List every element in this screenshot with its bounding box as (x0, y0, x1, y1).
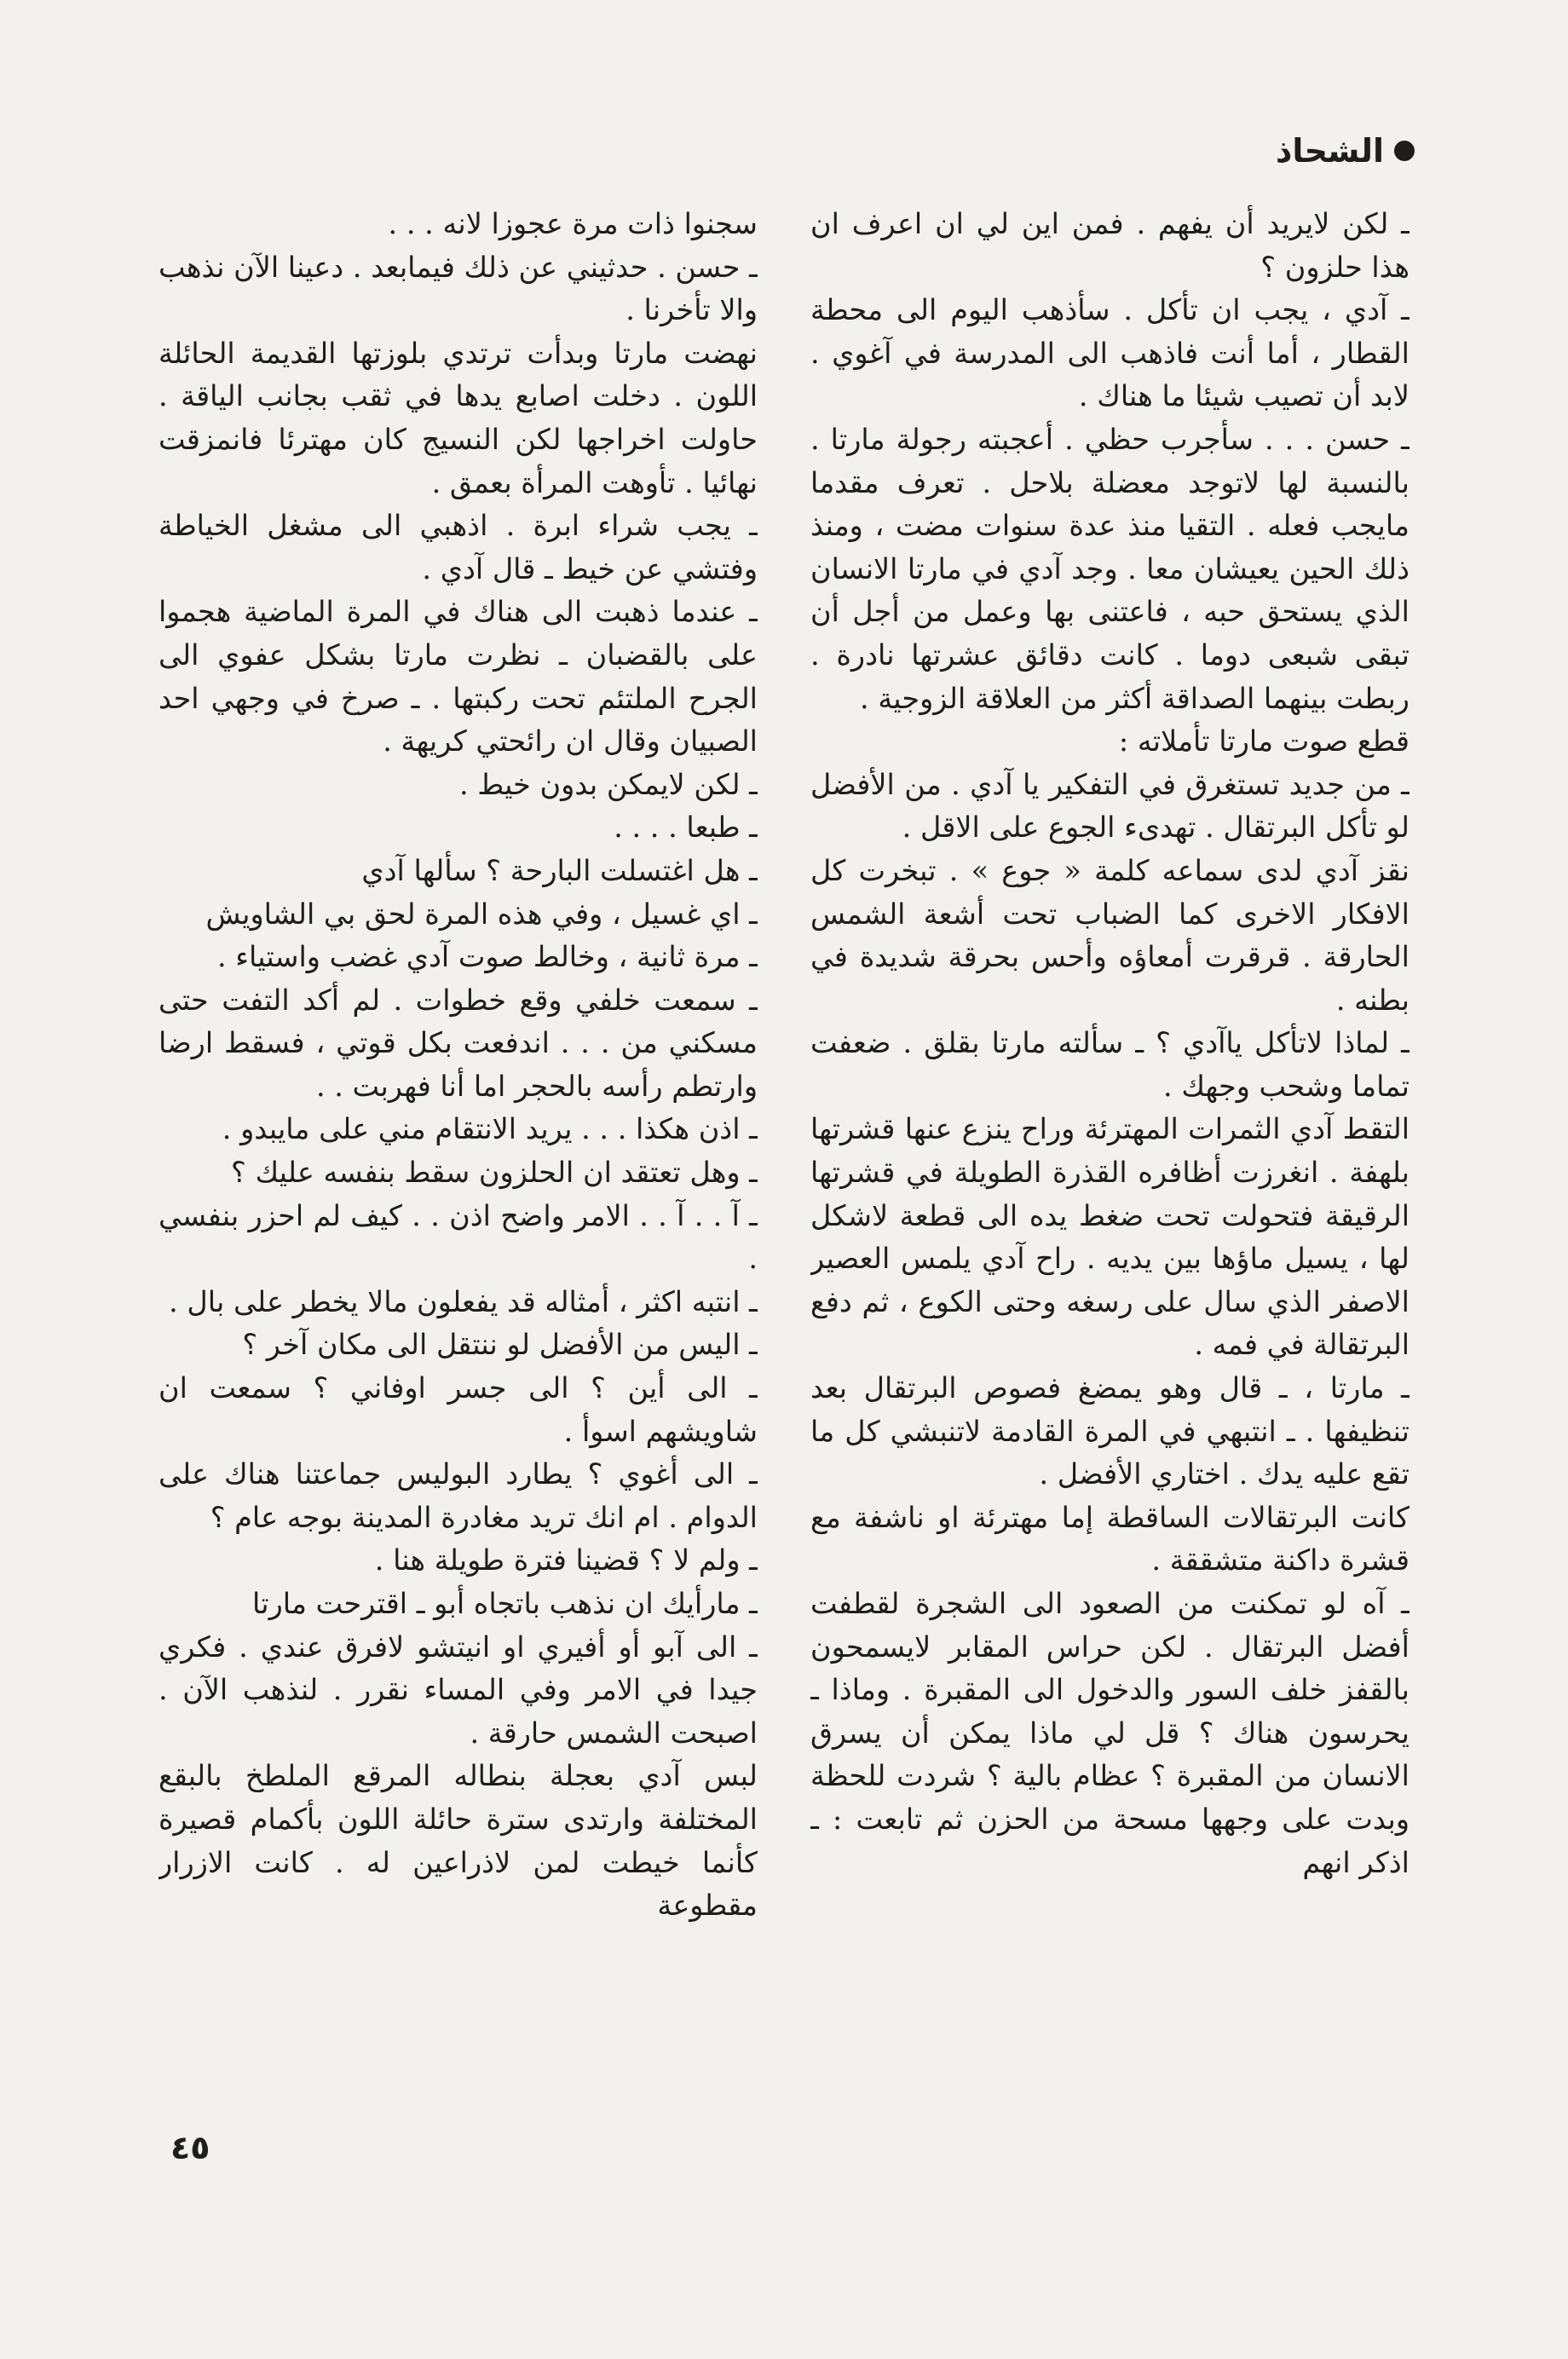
bullet-icon (1394, 141, 1415, 161)
paragraph: ـ وهل تعتقد ان الحلزون سقط بنفسه عليك ؟ (231, 1156, 758, 1190)
paragraph: قطع صوت مارتا تأملاته : (1118, 724, 1409, 758)
paragraph: ـ هل اغتسلت البارحة ؟ سألها آدي (361, 853, 758, 887)
paragraph: ـ عندما ذهبت الى هناك في المرة الماضية هجموا على بالقضبان ـ نظرت مارتا بشكل عفوي الى الجرح الملتئم تحت ركبتها . ـ صرخ في وجهي احد الصبيان وقال ان رائحتي كريهة . (159, 595, 758, 758)
paragraph: ـ لماذا لاتأكل ياآدي ؟ ـ سألته مارتا بقلق . ضعفت تماما وشحب وجهك . (810, 1026, 1409, 1103)
paragraph: ـ مارتا ، ـ قال وهو يمضغ فصوص البرتقال بعد تنظيفها . ـ انتبهي في المرة القادمة لاتنبشي كل ما تقع عليه يدك . اختاري الأفضل . (810, 1371, 1409, 1491)
paragraph: ـ طبعا . . . . (614, 810, 758, 845)
paragraph: ـ الى آبو أو أفيري او انيتشو لافرق عندي . فكري جيدا في الامر وفي المساء نقرر . لنذهب الآن . اصبحت الشمس حارقة . (159, 1629, 758, 1750)
paragraph: ـ اذن هكذا . . . يريد الانتقام مني على مايبدو . (222, 1112, 758, 1146)
column-left (159, 203, 758, 2129)
paragraph: كانت البرتقالات الساقطة إما مهترئة او ناشفة مع قشرة داكنة متشققة . (810, 1500, 1409, 1577)
text-columns (159, 203, 1409, 2129)
paragraph: سجنوا ذات مرة عجوزا لانه . . . (388, 207, 758, 240)
paragraph: ـ حسن . . . سأجرب حظي . أعجبته رجولة مارتا . بالنسبة لها لاتوجد معضلة بلاحل . تعرف مقدما مايجب فعله . التقيا منذ عدة سنوات مضت ، ومنذ ذلك الحين يعيشان معا . وجد آدي في مارتا الانسان الذي يستحق حبه ، فاعتنى بها وعمل من أجل أن تبقى شبعى دوما . كانت دقائق عشرتها نادرة . ربطت بينهما الصداقة أكثر من العلاقة الزوجية . (810, 422, 1409, 715)
paragraph: ـ انتبه اكثر ، أمثاله قد يفعلون مالا يخطر على بال . (169, 1284, 758, 1318)
paragraph: ـ سمعت خلفي وقع خطوات . لم أكد التفت حتى مسكني من . . . اندفعت بكل قوتي ، فسقط ارضا وارتطم رأسه بالحجر اما أنا فهربت . . (159, 983, 758, 1103)
paragraph: لبس آدي بعجلة بنطاله المرقع الملطخ بالبقع المختلفة وارتدى سترة حائلة اللون بأكمام قصيرة كأنما خيطت لمن لاذراعين له . كانت الازرار مقطوعة (159, 1759, 758, 1923)
page-number: ٤٥ (170, 2129, 210, 2166)
paragraph: ـ لكن لايمكن بدون خيط . (458, 767, 758, 801)
paragraph: ـ آه لو تمكنت من الصعود الى الشجرة لقطفت أفضل البرتقال . لكن حراس المقابر لايسمحون بالقفز خلف السور والدخول الى المقبرة . وماذا ـ يحرسون هناك ؟ قل لي ماذا يمكن أن يسرق الانسان من المقبرة ؟ عظام بالية ؟ شردت للحظة وبدت على وجهها مسحة من الحزن ثم تابعت : ـ اذكر انهم (810, 1587, 1409, 1879)
paragraph: ـ ولم لا ؟ قضينا فترة طويلة هنا . (374, 1543, 758, 1577)
paragraph: ـ حسن . حدثيني عن ذلك فيمابعد . دعينا الآن نذهب والا تأخرنا . (159, 250, 758, 327)
paragraph: ـ مارأيك ان نذهب باتجاه أبو ـ اقترحت مارتا (252, 1587, 758, 1620)
page-title: الشحاذ (1275, 132, 1384, 170)
paragraph: ـ اي غسيل ، وفي هذه المرة لحق بي الشاويش (205, 897, 758, 931)
paragraph: نهضت مارتا وبدأت ترتدي بلوزتها القديمة الحائلة اللون . دخلت اصابع يدها في ثقب بجانب الياقة . حاولت اخراجها لكن النسيج كان مهترئا فانمزقت نهائيا . تأوهت المرأة بعمق . (159, 336, 758, 499)
paragraph: نقز آدي لدى سماعه كلمة « جوع » . تبخرت كل الافكار الاخرى كما الضباب تحت أشعة الشمس الحارقة . قرقرت أمعاؤه وأحس بحرقة شديدة في بطنه . (810, 853, 1409, 1017)
column-right (810, 203, 1409, 2129)
paragraph: ـ الى أين ؟ الى جسر اوفاني ؟ سمعت ان شاويشهم اسوأ . (159, 1371, 758, 1448)
paragraph: التقط آدي الثمرات المهترئة وراح ينزع عنها قشرتها بلهفة . انغرزت أظافره القذرة الطويلة في قشرتها الرقيقة فتحولت تحت ضغط يده الى قطعة لاشكل لها ، يسيل ماؤها بين يديه . راح آدي يلمس العصير الاصفر الذي سال على رسغه وحتى الكوع ، ثم دفع البرتقالة في فمه . (810, 1112, 1409, 1362)
paragraph: ـ من جديد تستغرق في التفكير يا آدي . من الأفضل لو تأكل البرتقال . تهدىء الجوع على الاقل . (810, 767, 1409, 845)
paragraph: ـ الى أغوي ؟ يطارد البوليس جماعتنا هناك على الدوام . ام انك تريد مغادرة المدينة بوجه عام ؟ (159, 1457, 758, 1534)
paragraph: ـ لكن لايريد أن يفهم . فمن اين لي ان اعرف ان هذا حلزون ؟ (810, 207, 1409, 284)
page-header (1275, 132, 1415, 170)
paragraph: ـ مرة ثانية ، وخالط صوت آدي غضب واستياء . (216, 940, 758, 974)
paragraph: ـ آدي ، يجب ان تأكل . سأذهب اليوم الى محطة القطار ، أما أنت فاذهب الى المدرسة في آغوي . لابد أن تصيب شيئا ما هناك . (810, 293, 1409, 413)
paragraph: ـ اليس من الأفضل لو ننتقل الى مكان آخر ؟ (242, 1328, 758, 1362)
paragraph: ـ يجب شراء ابرة . اذهبي الى مشغل الخياطة وفتشي عن خيط ـ قال آدي . (159, 509, 758, 585)
paragraph: ـ آ . . آ . . الامر واضح اذن . . كيف لم احزر بنفسي . (159, 1198, 758, 1276)
